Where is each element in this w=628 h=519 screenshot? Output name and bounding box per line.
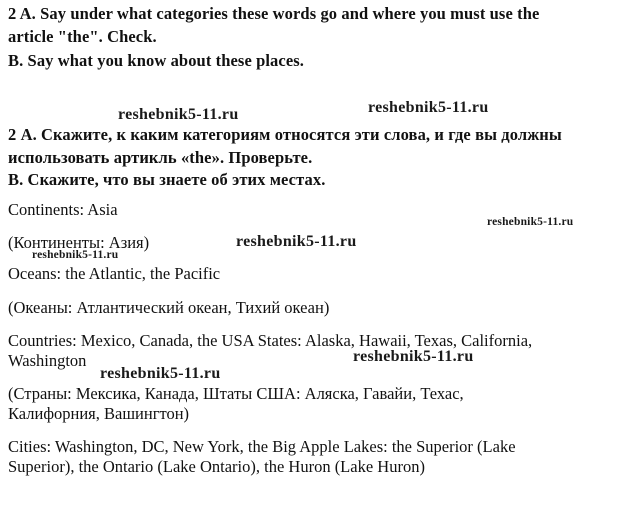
russian-heading-line-3: В. Скажите, что вы знаете об этих местах. bbox=[8, 170, 326, 189]
answer-continents-ru: (Континенты: Азия) bbox=[8, 233, 150, 252]
answer-oceans-ru: (Океаны: Атлантический океан, Тихий океан) bbox=[8, 298, 330, 317]
watermark: reshebnik5-11.ru bbox=[100, 365, 221, 382]
english-heading-line-1: 2 A. Say under what categories these words go and where you must use the bbox=[8, 4, 540, 23]
answer-countries-ru-line-1: (Страны: Мексика, Канада, Штаты США: Аляска, Гавайи, Техас, bbox=[8, 384, 464, 403]
watermark: reshebnik5-11.ru bbox=[236, 233, 357, 250]
watermark: reshebnik5-11.ru bbox=[487, 216, 574, 228]
answer-cities-en-line-1: Cities: Washington, DC, New York, the Big Apple Lakes: the Superior (Lake bbox=[8, 437, 516, 456]
answer-countries-en-line-2: Washington bbox=[8, 351, 87, 370]
answer-oceans-en: Oceans: the Atlantic, the Pacific bbox=[8, 264, 221, 283]
watermark: reshebnik5-11.ru bbox=[118, 106, 239, 123]
watermark: reshebnik5-11.ru bbox=[353, 348, 474, 365]
answer-countries-ru-line-2: Калифорния, Вашингтон) bbox=[8, 404, 190, 423]
answer-countries-en-line-1: Countries: Mexico, Canada, the USA States: Alaska, Hawaii, Texas, California, bbox=[8, 331, 533, 350]
watermark: reshebnik5-11.ru bbox=[32, 249, 119, 261]
english-heading-line-3: B. Say what you know about these places. bbox=[8, 51, 305, 70]
russian-heading-line-1: 2 А. Скажите, к каким категориям относятся эти слова, и где вы должны bbox=[8, 125, 562, 144]
answer-cities-en-line-2: Superior), the Ontario (Lake Ontario), the Huron (Lake Huron) bbox=[8, 457, 425, 476]
english-heading-line-2: article "the". Check. bbox=[8, 27, 157, 46]
russian-heading-line-2: использовать артикль «the». Проверьте. bbox=[8, 148, 313, 167]
watermark: reshebnik5-11.ru bbox=[368, 99, 489, 116]
answer-continents-en: Continents: Asia bbox=[8, 200, 118, 219]
